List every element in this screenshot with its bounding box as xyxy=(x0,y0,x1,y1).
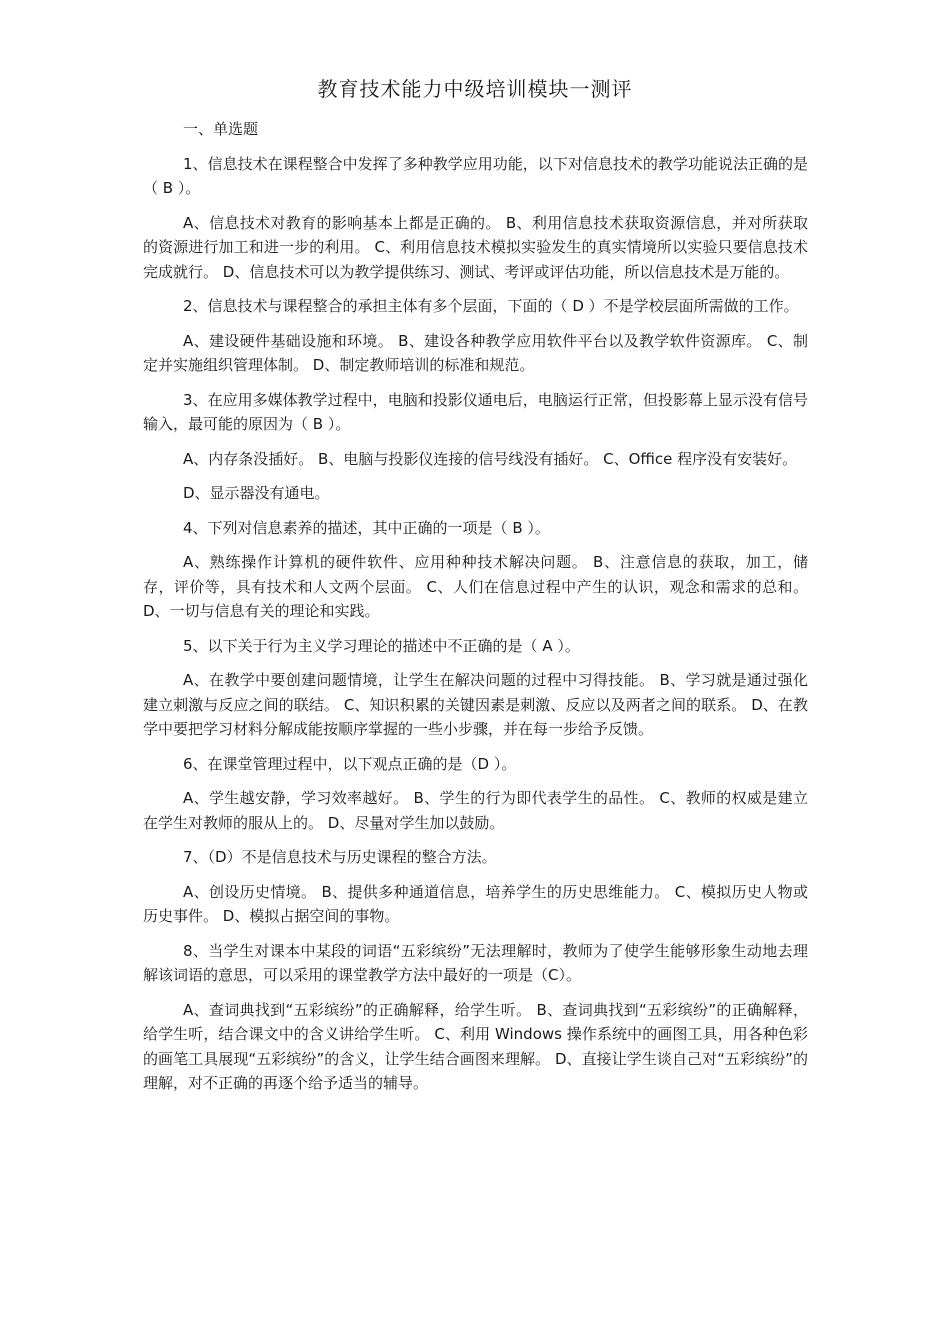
question-4: 4、下列对信息素养的描述，其中正确的一项是（ B ）。 xyxy=(183,518,550,537)
question-7-options: A、创设历史情境。 B、提供多种通道信息，培养学生的历史思维能力。 C、模拟历史人物或历史事件。 D、模拟占据空间的事物。 xyxy=(143,882,808,925)
section-heading: 一、单选题 xyxy=(183,120,259,138)
question-5: 5、以下关于行为主义学习理论的描述中不正确的是（ A ）。 xyxy=(183,636,580,655)
question-3-option-d: D、显示器没有通电。 xyxy=(183,484,330,502)
question-8-options: A、查词典找到“五彩缤纷”的正确解释，给学生听。 B、查词典找到“五彩缤纷”的正确解释，给学生听，结合课文中的含义讲给学生听。 C、利用 Windows 操作系统中的画图工具，用各种色彩的画笔工具展现“五彩缤纷”的含义，让学生结合画图来理解。 D、直接让学生谈自己对“五彩缤纷”的理解，对不正确的再逐个给予适当的辅导。 xyxy=(143,1000,808,1092)
question-3-options: A、内存条没插好。 B、电脑与投影仪连接的信号线没有插好。 C、Office 程序没有安装好。 xyxy=(183,449,798,468)
question-6: 6、在课堂管理过程中，以下观点正确的是（D ）。 xyxy=(183,754,517,773)
question-4-options: A、熟练操作计算机的硬件软件、应用种种技术解决问题。 B、注意信息的获取，加工，储存，评价等，具有技术和人文两个层面。 C、人们在信息过程中产生的认识，观念和需求的总和。 D、一切与信息有关的理论和实践。 xyxy=(143,553,808,620)
question-5-options: A、在教学中要创建问题情境，让学生在解决问题的过程中习得技能。 B、学习就是通过强化建立刺激与反应之间的联结。 C、知识积累的关键因素是刺激、反应以及两者之间的联系。 D、在教学中要把学习材料分解成能按顺序掌握的一些小步骤，并在每一步给予反馈。 xyxy=(143,671,808,738)
document-title: 教育技术能力中级培训模块一测评 xyxy=(317,77,633,101)
question-3: 3、在应用多媒体教学过程中，电脑和投影仪通电后，电脑运行正常，但投影幕上显示没有信号输入，最可能的原因为（ B ）。 xyxy=(143,390,808,433)
question-2: 2、信息技术与课程整合的承担主体有多个层面，下面的（ D ）不是学校层面所需做的工作。 xyxy=(183,297,799,315)
question-1: 1、信息技术在课程整合中发挥了多种教学应用功能，以下对信息技术的教学功能说法正确的是（ B ）。 xyxy=(143,154,808,197)
question-2-options: A、建设硬件基础设施和环境。 B、建设各种教学应用软件平台以及教学软件资源库。 C、制定并实施组织管理体制。 D、制定教师培训的标准和规范。 xyxy=(143,331,808,374)
document-body xyxy=(143,117,808,1106)
question-7: 7、（D）不是信息技术与历史课程的整合方法。 xyxy=(183,848,497,866)
question-1-options: A、信息技术对教育的影响基本上都是正确的。 B、利用信息技术获取资源信息，并对所获取的资源进行加工和进一步的利用。 C、利用信息技术模拟实验发生的真实情境所以实验只要信息技术完成就行。 D、信息技术可以为教学提供练习、测试、考评或评估功能，所以信息技术是万能的。 xyxy=(143,213,808,281)
question-6-options: A、学生越安静，学习效率越好。 B、学生的行为即代表学生的品性。 C、教师的权威是建立在学生对教师的服从上的。 D、尽量对学生加以鼓励。 xyxy=(143,789,808,832)
question-8: 8、当学生对课本中某段的词语“五彩缤纷”无法理解时，教师为了使学生能够形象生动地去理解该词语的意思，可以采用的课堂教学方法中最好的一项是（C）。 xyxy=(143,941,808,984)
